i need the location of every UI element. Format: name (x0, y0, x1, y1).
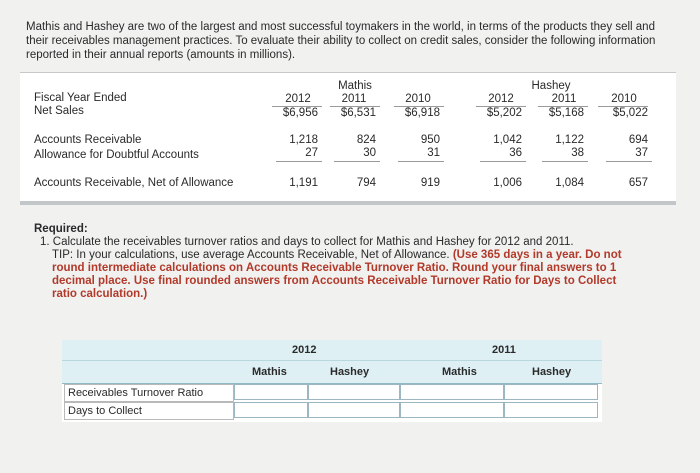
input-days-hashey-2011[interactable] (504, 402, 598, 418)
row-label-turnover: Receivables Turnover Ratio (68, 387, 204, 399)
answer-table (62, 340, 602, 422)
mathis-year-2012: 2012 (285, 93, 311, 105)
hashey-net-sales-2010: $5,022 (612, 107, 648, 119)
answer-year-2011: 2011 (492, 344, 516, 356)
mathis-year-2010: 2010 (405, 93, 431, 105)
hashey-net-ar-2010: 657 (628, 177, 648, 189)
hashey-allowance-2012: 36 (509, 147, 522, 159)
input-turnover-mathis-2011[interactable] (400, 384, 504, 400)
mathis-ar-2010: 950 (420, 134, 440, 146)
item-number: 1. (40, 236, 50, 248)
financial-data-table (20, 72, 676, 205)
hashey-year-2011: 2011 (551, 93, 577, 105)
hashey-ar-2012: 1,042 (493, 134, 522, 146)
mathis-ar-2012: 1,218 (289, 134, 318, 146)
mathis-allowance-2011: 30 (363, 147, 376, 159)
tip-text: TIP: In your calculations, use average Accounts Receivable, Net of Allowance. (52, 249, 450, 261)
col-hashey-2012: Hashey (330, 366, 370, 378)
input-turnover-hashey-2012[interactable] (308, 384, 400, 400)
company-header-mathis: Mathis (338, 80, 372, 92)
mathis-allowance-2010: 31 (427, 147, 440, 159)
hashey-year-2012: 2012 (488, 93, 514, 105)
mathis-net-ar-2011: 794 (356, 177, 376, 189)
label-fiscal-year: Fiscal Year Ended (34, 92, 127, 104)
label-accounts-receivable: Accounts Receivable (34, 134, 142, 146)
col-mathis-2011: Mathis (442, 366, 477, 378)
required-heading: Required: (34, 223, 88, 235)
input-days-mathis-2012[interactable] (234, 402, 308, 418)
mathis-net-ar-2012: 1,191 (289, 177, 318, 189)
hashey-allowance-2010: 37 (635, 147, 648, 159)
mathis-net-sales-2011: $6,531 (340, 107, 376, 119)
hashey-net-ar-2012: 1,006 (493, 177, 522, 189)
required-section (34, 223, 634, 301)
label-allowance: Allowance for Doubtful Accounts (34, 149, 199, 161)
mathis-net-sales-2010: $6,918 (404, 107, 440, 119)
input-days-mathis-2011[interactable] (400, 402, 504, 418)
answer-year-2012: 2012 (292, 344, 317, 356)
hashey-allowance-2011: 38 (571, 147, 584, 159)
input-days-hashey-2012[interactable] (308, 402, 400, 418)
company-header-hashey: Hashey (531, 80, 571, 92)
col-hashey-2011: Hashey (532, 366, 572, 378)
mathis-ar-2011: 824 (356, 134, 376, 146)
mathis-allowance-2012: 27 (305, 147, 318, 159)
hashey-net-ar-2011: 1,084 (555, 177, 584, 189)
hashey-ar-2010: 694 (628, 134, 648, 146)
label-net-sales: Net Sales (34, 105, 84, 117)
mathis-year-2011: 2011 (341, 93, 367, 105)
hashey-ar-2011: 1,122 (555, 134, 584, 146)
hashey-net-sales-2011: $5,168 (548, 107, 584, 119)
input-turnover-mathis-2012[interactable] (234, 384, 308, 400)
label-net-ar: Accounts Receivable, Net of Allowance (34, 177, 234, 189)
hashey-net-sales-2012: $5,202 (486, 107, 522, 119)
row-label-days: Days to Collect (68, 405, 142, 417)
problem-intro: Mathis and Hashey are two of the largest and most successful toymakers in the world, in terms of the products they sell and their receivables management practices. To evaluate their ability to collect on credit sales, consider the following information reported in their annual reports (amounts in millions). (26, 21, 656, 61)
col-mathis-2012: Mathis (252, 366, 287, 378)
mathis-net-ar-2010: 919 (420, 177, 440, 189)
mathis-net-sales-2012: $6,956 (282, 107, 318, 119)
item-text: Calculate the receivables turnover ratios and days to collect for Mathis and Hashey for 2012 and 2011. (52, 236, 574, 248)
hashey-year-2010: 2010 (611, 93, 637, 105)
tip-instructions: (Use 365 days in a year. Do not round intermediate calculations on Accounts Receivable Turnover Ratio. Round your final answers to 1 decimal place. Use final rounded answers from Accounts Receivable Turnover Ratio for Days to Collect ratio calculation.) (52, 249, 622, 300)
input-turnover-hashey-2011[interactable] (504, 384, 598, 400)
